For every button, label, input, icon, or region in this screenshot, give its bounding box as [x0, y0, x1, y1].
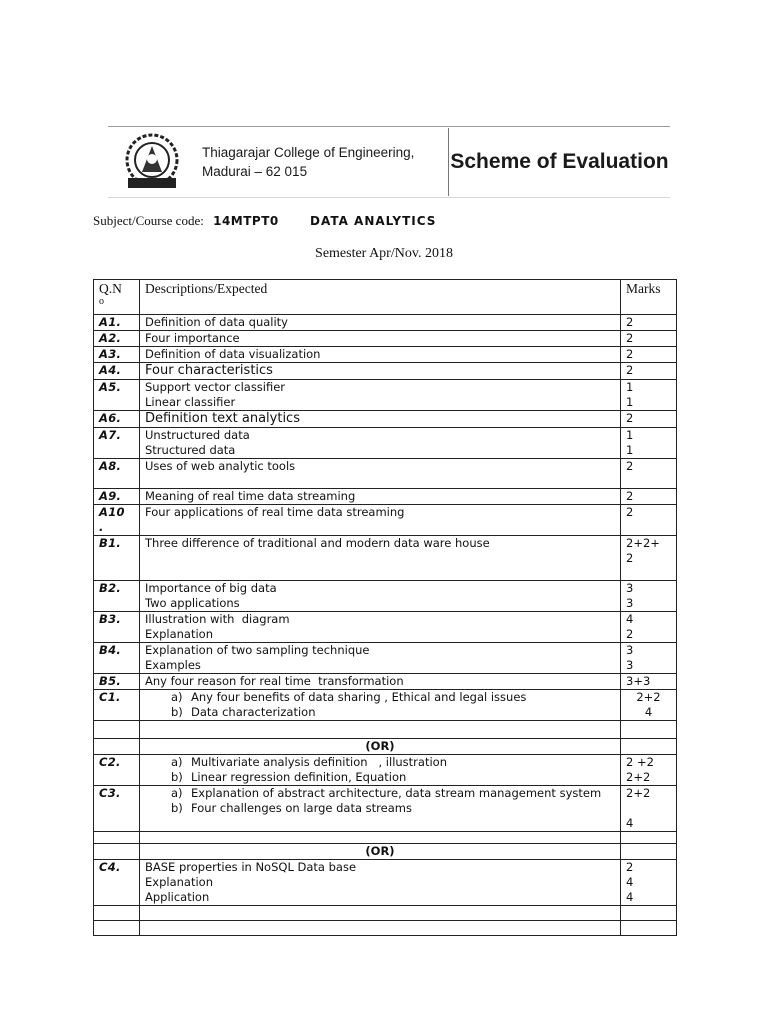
- question-number: B5.: [94, 674, 140, 690]
- table-row: [94, 674, 677, 690]
- question-marks: 4 2: [621, 612, 677, 643]
- table-row: [94, 411, 677, 428]
- question-description: Explanation of two sampling technique Examples: [140, 643, 621, 674]
- question-description: Four applications of real time data streaming: [140, 505, 621, 536]
- question-description: BASE properties in NoSQL Data base Explanation Application: [140, 860, 621, 906]
- question-number: A6.: [94, 411, 140, 428]
- question-number: A1.: [94, 315, 140, 331]
- table-row: [94, 612, 677, 643]
- or-separator-row: [94, 739, 677, 755]
- table-row: [94, 459, 677, 489]
- question-description: Definition text analytics: [140, 411, 621, 428]
- table-row: [94, 428, 677, 459]
- question-description: a) Multivariate analysis definition , illustration b) Linear regression definition, Equation: [140, 755, 621, 786]
- question-marks: 2: [621, 489, 677, 505]
- subject-label: Subject/Course code:: [93, 213, 204, 228]
- college-address: Madurai – 62 015: [202, 164, 308, 179]
- table-row: [94, 690, 677, 721]
- or-separator-row: [94, 844, 677, 860]
- course-name: DATA ANALYTICS: [310, 214, 437, 228]
- question-number: A7.: [94, 428, 140, 459]
- evaluation-table: [93, 279, 677, 936]
- question-marks: 2: [621, 459, 677, 489]
- question-description: Definition of data visualization: [140, 347, 621, 363]
- institution-header: [108, 126, 670, 198]
- table-row: [94, 581, 677, 612]
- question-number: A10 .: [94, 505, 140, 536]
- question-marks: 1 1: [621, 380, 677, 411]
- question-description: Four characteristics: [140, 363, 621, 380]
- question-number: A5.: [94, 380, 140, 411]
- question-marks: 3 3: [621, 581, 677, 612]
- table-header-row: [94, 280, 677, 315]
- empty-row: [94, 721, 677, 739]
- question-number: B3.: [94, 612, 140, 643]
- question-number: B1.: [94, 536, 140, 581]
- empty-row: [94, 832, 677, 844]
- table-row: [94, 380, 677, 411]
- question-description: a) Explanation of abstract architecture, data stream management system b) Four challenges on large data streams: [140, 786, 621, 832]
- question-marks: 1 1: [621, 428, 677, 459]
- course-code: 14MTPT0: [213, 214, 279, 228]
- subject-line: [93, 213, 436, 229]
- question-description: Meaning of real time data streaming: [140, 489, 621, 505]
- question-number: C2.: [94, 755, 140, 786]
- question-description: Three difference of traditional and modern data ware house: [140, 536, 621, 581]
- question-number: A8.: [94, 459, 140, 489]
- college-logo: [118, 132, 186, 192]
- question-number: A2.: [94, 331, 140, 347]
- question-description: Uses of web analytic tools: [140, 459, 621, 489]
- marks-header: Marks: [621, 280, 677, 315]
- question-description: Any four reason for real time transformation: [140, 674, 621, 690]
- question-description: Four importance: [140, 331, 621, 347]
- question-description: Definition of data quality: [140, 315, 621, 331]
- college-name: [202, 143, 434, 181]
- table-row: [94, 363, 677, 380]
- question-number: C4.: [94, 860, 140, 906]
- question-marks: 2+2 4: [621, 690, 677, 721]
- question-description: a) Any four benefits of data sharing , Ethical and legal issues b) Data characterization: [140, 690, 621, 721]
- question-number: A4.: [94, 363, 140, 380]
- qno-header: Q.N o: [94, 280, 140, 315]
- question-marks: 2: [621, 331, 677, 347]
- question-number: C1.: [94, 690, 140, 721]
- question-marks: 2 4 4: [621, 860, 677, 906]
- college-name-line1: Thiagarajar College of Engineering,: [202, 145, 415, 160]
- table-row: [94, 347, 677, 363]
- or-label: (OR): [140, 739, 621, 755]
- question-number: B4.: [94, 643, 140, 674]
- empty-row: [94, 906, 677, 921]
- question-marks: 2: [621, 411, 677, 428]
- table-row: [94, 505, 677, 536]
- document-title: Scheme of Evaluation: [450, 150, 669, 173]
- empty-row: [94, 921, 677, 936]
- table-row: [94, 755, 677, 786]
- table-row: [94, 786, 677, 832]
- table-row: [94, 536, 677, 581]
- question-marks: 2+2+ 2: [621, 536, 677, 581]
- semester-line: Semester Apr/Nov. 2018: [315, 246, 453, 261]
- question-number: C3.: [94, 786, 140, 832]
- question-number: B2.: [94, 581, 140, 612]
- table-row: [94, 643, 677, 674]
- question-marks: 2 +2 2+2: [621, 755, 677, 786]
- question-description: Unstructured data Structured data: [140, 428, 621, 459]
- table-row: [94, 860, 677, 906]
- question-marks: 2+2 4: [621, 786, 677, 832]
- question-marks: 2: [621, 505, 677, 536]
- table-row: [94, 489, 677, 505]
- table-row: [94, 331, 677, 347]
- table-row: [94, 315, 677, 331]
- question-marks: 2: [621, 363, 677, 380]
- question-number: A3.: [94, 347, 140, 363]
- question-marks: 3 3: [621, 643, 677, 674]
- question-description: Support vector classifier Linear classifier: [140, 380, 621, 411]
- question-marks: 2: [621, 315, 677, 331]
- question-description: Importance of big data Two applications: [140, 581, 621, 612]
- question-number: A9.: [94, 489, 140, 505]
- or-label: (OR): [140, 844, 621, 860]
- description-header: Descriptions/Expected: [140, 280, 621, 315]
- question-marks: 3+3: [621, 674, 677, 690]
- question-description: Illustration with diagram Explanation: [140, 612, 621, 643]
- question-marks: 2: [621, 347, 677, 363]
